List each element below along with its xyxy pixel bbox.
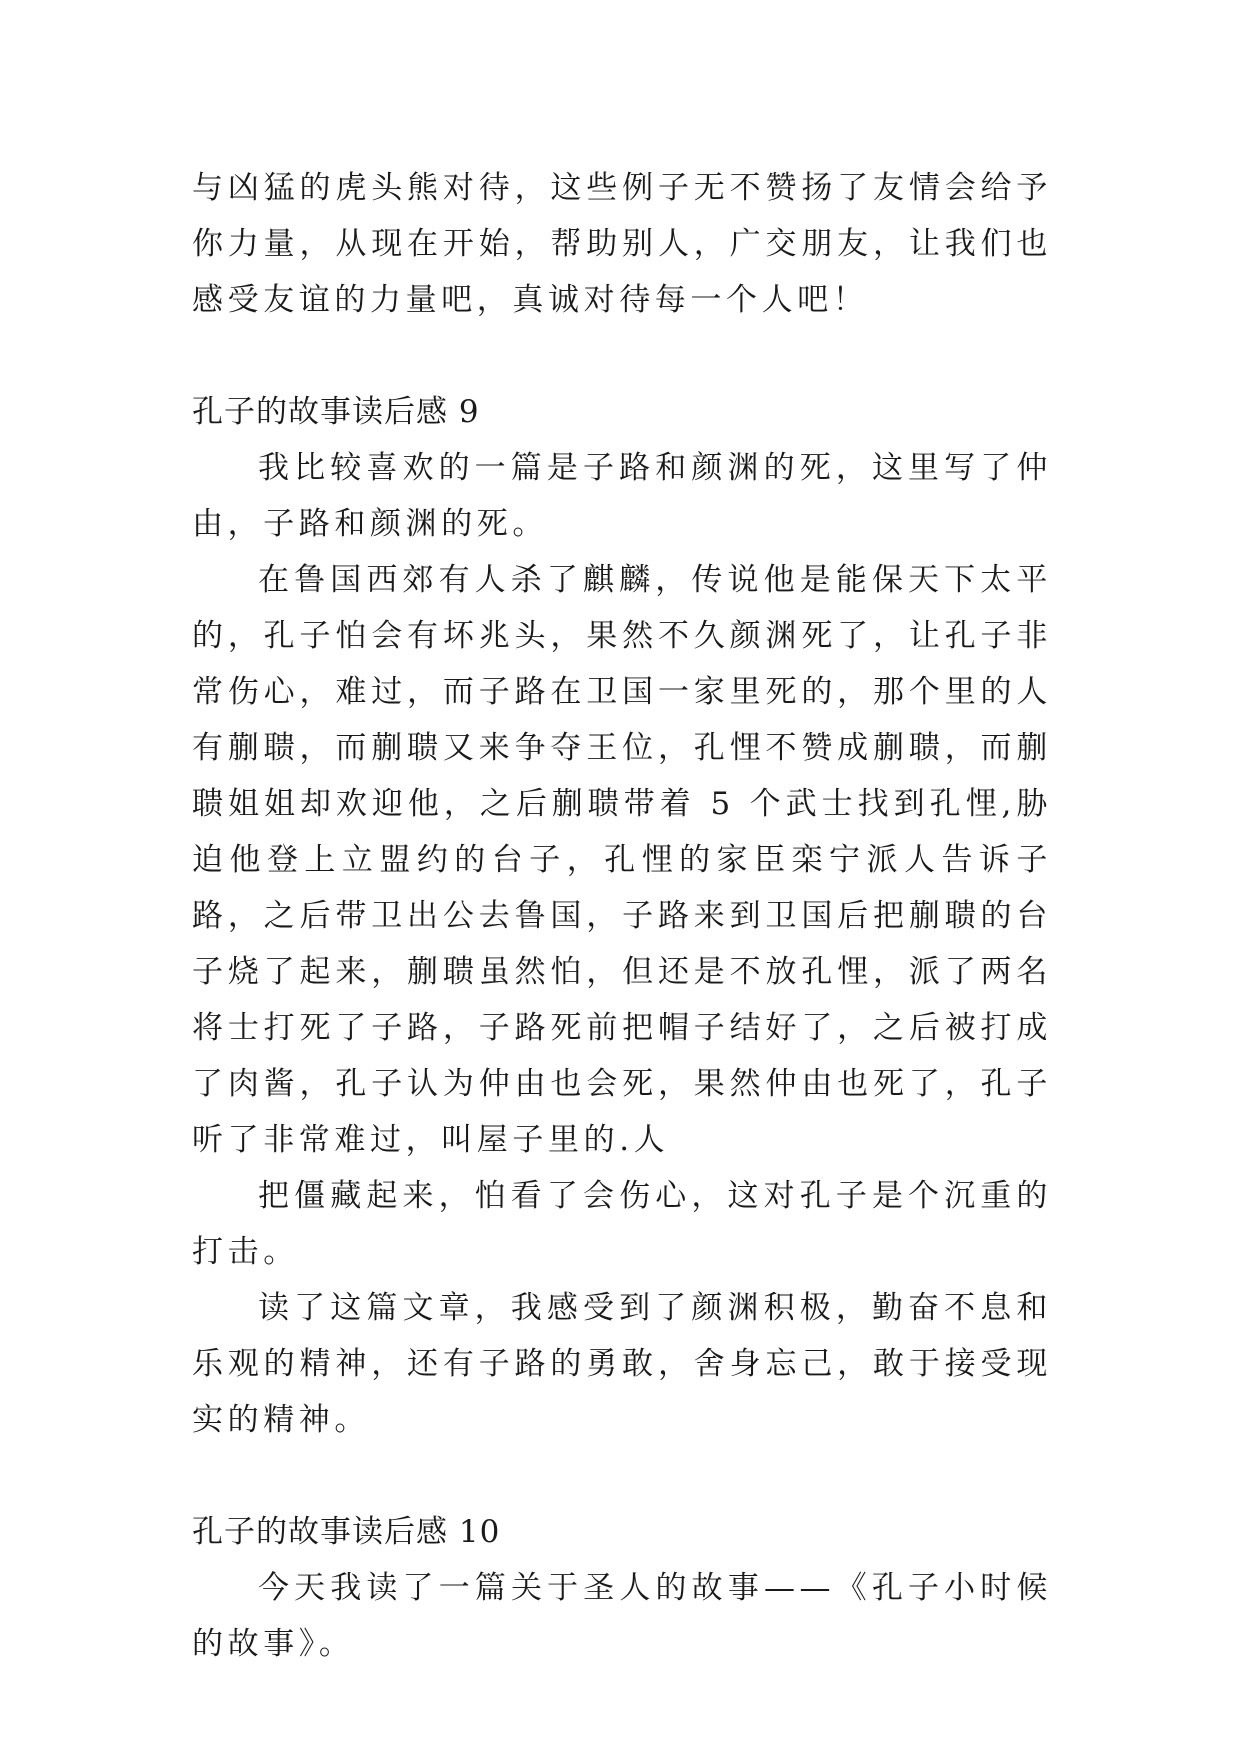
section-9-paragraph-1: 我比较喜欢的一篇是子路和颜渊的死，这里写了仲由，子路和颜渊的死。 [192,450,1052,542]
section-9-paragraph-4: 读了这篇文章，我感受到了颜渊积极，勤奋不息和乐观的精神，还有子路的勇敢，舍身忘己，敢于接受现实的精神。 [192,1290,1052,1438]
intro-paragraph: 与凶猛的虎头熊对待，这些例子无不赞扬了友情会给予你力量，从现在开始，帮助别人，广交朋友，让我们也感受友谊的力量吧，真诚对待每一个人吧！ [192,170,1052,318]
section-10-paragraph-1: 今天我读了一篇关于圣人的故事——《孔子小时候的故事》。 [192,1570,1052,1662]
document-body [192,160,1052,1672]
section-9-paragraph-2: 在鲁国西郊有人杀了麒麟，传说他是能保天下太平的，孔子怕会有坏兆头，果然不久颜渊死了，让孔子非常伤心，难过，而子路在卫国一家里死的，那个里的人有蒯聩，而蒯聩又来争夺王位，孔悝不赞成蒯聩，而蒯聩姐姐却欢迎他，之后蒯聩带着 5 个武士找到孔悝,胁迫他登上立盟约的台子，孔悝的家臣栾宁派人告诉子路，之后带卫出公去鲁国，子路来到卫国后把蒯聩的台子烧了起来，蒯聩虽然怕，但还是不放孔悝，派了两名将士打死了子路，子路死前把帽子结好了，之后被打成了肉酱，孔子认为仲由也会死，果然仲由也死了，孔子听了非常难过，叫屋子里的.人 [192,562,1052,1158]
section-9-paragraph-3: 把僵藏起来，怕看了会伤心，这对孔子是个沉重的打击。 [192,1178,1052,1270]
section-9-title: 孔子的故事读后感 9 [192,394,480,430]
section-10-title: 孔子的故事读后感 10 [192,1514,501,1550]
